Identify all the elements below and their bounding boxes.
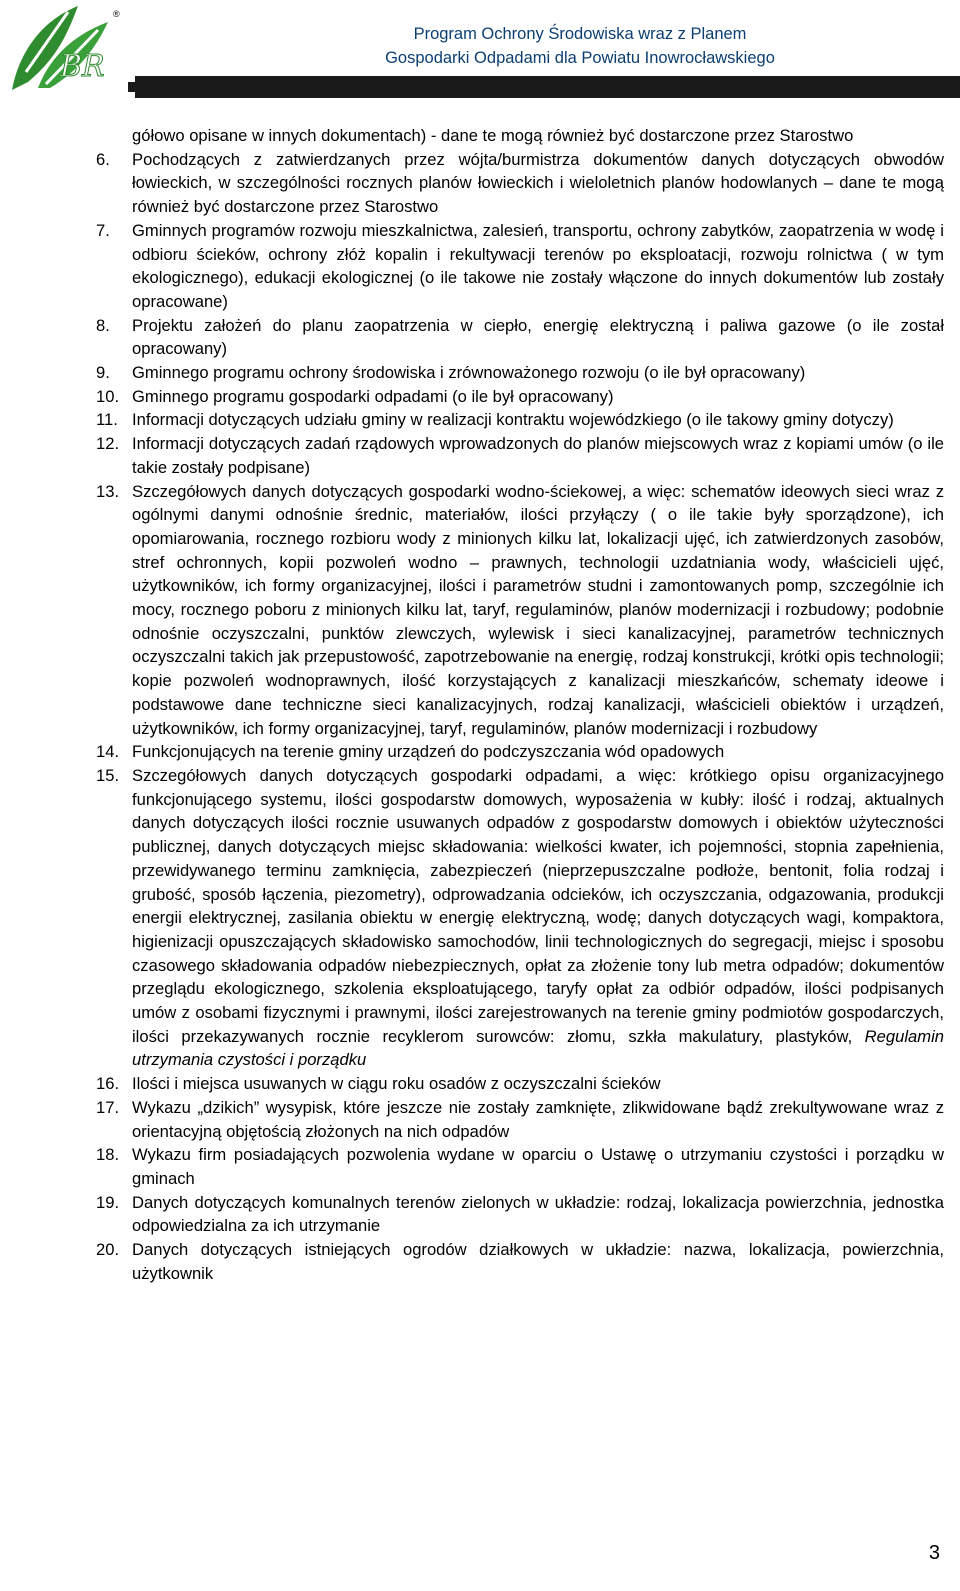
list-item-italic: Regulamin utrzymania czystości i porządku (132, 1026, 944, 1070)
list-item-number: 17. (96, 1097, 120, 1117)
list-item (96, 314, 944, 361)
list-item-number: 13. (96, 481, 120, 501)
list-item-number: 6. (96, 149, 110, 169)
list-item-number: 15. (96, 765, 120, 785)
numbered-list (96, 148, 944, 1286)
list-item-text (132, 314, 944, 361)
list-item-body: Informacji dotyczących zadań rządowych wprowadzonych do planów miejscowych wraz z kopiami umów (o ile takie zostały podpisane) (132, 434, 944, 477)
list-item-body: Pochodzących z zatwierdzanych przez wójta/burmistrza dokumentów danych dotyczących obwodów łowieckich, w szczególności rocznych planów łowieckich i wieloletnich planów hodowlanych – dane te mogą również być dostarczone przez Starostwo (132, 149, 944, 217)
list-item-text (132, 764, 944, 1072)
document-title (330, 22, 830, 70)
header-divider-notch (128, 82, 142, 92)
list-item-text (132, 1191, 944, 1238)
list-item (96, 740, 944, 764)
page-header (0, 0, 960, 100)
list-item-body: Ilości i miejsca usuwanych w ciągu roku osadów z oczyszczalni ścieków (132, 1074, 661, 1094)
title-line-2: Gospodarki Odpadami dla Powiatu Inowrocławskiego (385, 49, 775, 67)
list-item (96, 764, 944, 1072)
list-item-body: Gminnego programu gospodarki odpadami (o ile był opracowany) (132, 386, 614, 406)
list-item (96, 1072, 944, 1096)
list-item-number: 12. (96, 434, 120, 454)
list-item-body: Gminnego programu ochrony środowiska i zrównoważonego rozwoju (o ile był opracowany) (132, 363, 806, 383)
list-item-body: Szczegółowych danych dotyczących gospodarki odpadami, a więc: krótkiego opisu organizacyjnego funkcjonującego systemu, ilości gospodarstw domowych, wyposażenia w kubły: ilość i rodzaj, aktualnych danych dotyczących ilości rocznie usuwanych odpadów z gospodarstw domowych i obiektów użyteczności publicznej, danych dotyczących miejsc składowania: wielkości kwater, ich pojemności, stopnia zapełnienia, przewidywanego terminu zamknięcia, zabezpieczeń (nieprzepuszczalne podłoże, bentonit, folia rodzaj i grubość, sposób łączenia, piezometry), odprowadzania odcieków, ich oczyszczania, odgazowania, produkcji energii elektrycznej, zasilania obiektu w energię elektryczną, wodę; danych dotyczących wagi, kompaktora, higienizacji opuszczających składowisko samochodów, linii technologicznych do segregacji, miejsc i sposobu czasowego składowania odpadów niebezpiecznych, opłat za złożenie tony lub metra odpadów; dokumentów przeglądu ekologicznego, szkolenia eksploatującego, taryfy opłat za odbiór odpadów, ilości podpisanych umów z osobami fizycznymi i prawnymi, ilości zarejestrowanych na terenie gminy podmiotów gospodarczych, ilości przekazywanych rocznie recyklerom surowców: złomu, szkła makulatury, plastyków, (132, 765, 944, 1046)
list-item (96, 361, 944, 385)
list-item-text (132, 361, 944, 385)
list-item-text (132, 148, 944, 219)
list-item-text (132, 1238, 944, 1285)
list-item-body: Informacji dotyczących udziału gminy w realizacji kontraktu wojewódzkiego (o ile takowy gminy dotyczy) (132, 410, 894, 430)
title-line-1: Program Ochrony Środowiska wraz z Planem (413, 25, 747, 43)
list-item (96, 480, 944, 741)
list-item (96, 219, 944, 314)
list-item-text (132, 1072, 944, 1096)
list-item-text (132, 408, 944, 432)
list-item (96, 408, 944, 432)
list-item (96, 1096, 944, 1143)
list-item-body: Szczegółowych danych dotyczących gospodarki wodno-ściekowej, a więc: schematów ideowych sieci wraz z ogólnymi danymi odnośnie średnic, materiałów, ilości przyłączy ( o ile takie były sporządzone), ich opomiarowania, rocznego rozbioru wody z minionych kilku lat, lokalizacji ujęć, ich zatwierdzonych zasobów, stref ochronnych, kopii pozwoleń wodno – prawnych, technologii uzdatniania wody, właścicieli ujęć, użytkowników, ich formy organizacyjnej, ilości i parametrów studni i zamontowanych pomp, szczególnie ich mocy, rocznego poboru z minionych kilku lat, taryf, regulaminów, planów modernizacji i rozbudowy; podobnie odnośnie oczyszczalni, punktów zlewczych, wylewisk i sieci kanalizacyjnej, parametrów technicznych oczyszczalni takich jak przepustowość, zapotrzebowanie na energię, rodzaj konstrukcji, krótki opis technologii; kopie pozwoleń wodnoprawnych, ilość korzystających z kanalizacji mieszkańców, schematy ideowe i podstawowe dane techniczne sieci kanalizacyjnych, rodzaj kanalizacji, właścicieli obiektów i urządzeń, użytkowników, ich formy organizacyjnej, taryf, regulaminów, planów modernizacji i rozbudowy (132, 481, 944, 738)
list-item-number: 8. (96, 315, 110, 335)
list-item (96, 1238, 944, 1285)
list-item-body: Funkcjonujących na terenie gminy urządzeń do podczyszczania wód opadowych (132, 742, 725, 762)
list-item-body: Projektu założeń do planu zaopatrzenia w ciepło, energię elektryczną i paliwa gazowe (o ile został opracowany) (132, 315, 944, 359)
list-item-body: Wykazu „dzikich” wysypisk, które jeszcze nie zostały zamknięte, zlikwidowane bądź zrekultywowane wraz z orientacyjną objętością złożonych na nich odpadów (132, 1097, 944, 1141)
list-item-number: 11. (96, 410, 118, 430)
document-body (96, 124, 944, 1285)
list-item-text (132, 1096, 944, 1143)
list-item (96, 385, 944, 409)
list-item-text (132, 385, 944, 409)
list-item-number: 18. (96, 1145, 120, 1165)
list-item-body: Wykazu firm posiadających pozwolenia wydane w oparciu o Ustawę o utrzymaniu czystości i porządku w gminach (132, 1145, 944, 1188)
list-item-number: 19. (96, 1192, 120, 1212)
svg-text:BR: BR (60, 49, 105, 84)
list-item-number: 10. (96, 386, 120, 406)
list-item-text (132, 740, 944, 764)
list-item-number: 20. (96, 1240, 120, 1260)
list-item-text (132, 480, 944, 741)
list-item-body: Danych dotyczących istniejących ogrodów działkowych w układzie: nazwa, lokalizacja, powierzchnia, użytkownik (132, 1240, 944, 1283)
list-item-text (132, 432, 944, 479)
registered-mark: ® (113, 9, 120, 19)
list-item (96, 1191, 944, 1238)
list-item (96, 1143, 944, 1190)
list-item-number: 16. (96, 1074, 120, 1094)
page-number: 3 (928, 1542, 940, 1564)
list-item-number: 14. (96, 742, 120, 762)
list-item (96, 148, 944, 219)
list-item-number: 7. (96, 220, 110, 240)
list-item-body: Danych dotyczących komunalnych terenów zielonych w układzie: rodzaj, lokalizacja powierzchnia, jednostka odpowiedzialna za ich utrzymanie (132, 1192, 944, 1236)
list-item-text (132, 1143, 944, 1190)
list-item-body: Gminnych programów rozwoju mieszkalnictwa, zalesień, transportu, ochrony zabytków, zaopatrzenia w wodę i odbioru ścieków, ochrony złóż kopalin i rekultywacji terenów po eksploatacji, rozwoju rolnictwa ( w tym ekologicznego), edukacji ekologicznej (o ile takowe nie zostały włączone do innych dokumentów lub zostały opracowane) (132, 220, 944, 311)
intro-paragraph (96, 124, 944, 148)
list-item (96, 432, 944, 479)
list-item-number: 9. (96, 363, 110, 383)
list-item-text (132, 219, 944, 314)
intro-text: ółowo opisane w innych dokumentach) - dane te mogą również być dostarczone przez Starostwo (141, 126, 854, 145)
intro-prefix: g (132, 126, 142, 145)
header-divider-bar (135, 76, 960, 98)
